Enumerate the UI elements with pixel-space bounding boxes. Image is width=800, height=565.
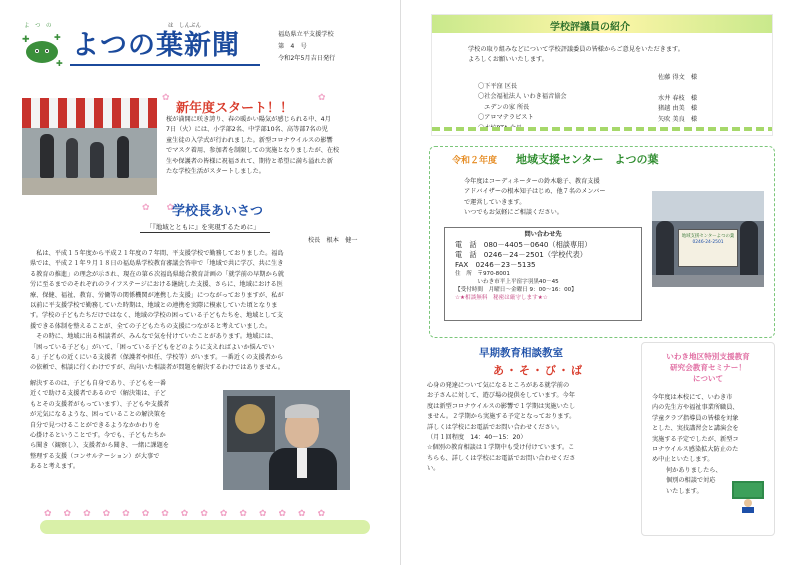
newsletter-page-right	[400, 0, 800, 565]
body-line: 近くで助ける支援者であるので（解決策は、子ど	[30, 390, 167, 398]
svg-text:✚: ✚	[56, 59, 63, 68]
body-line: 私は、平成１５年度から平成２１年度の７年間、平支援学校で勤務しておりました。福島	[30, 250, 284, 257]
svg-text:✚: ✚	[22, 35, 30, 45]
member-name: 矢吹 美良 様	[658, 115, 698, 123]
green-stripe-decoration	[432, 127, 772, 131]
early-education-heading: 早期教育相談教室	[479, 347, 563, 359]
body-line: 解決するのは、子ども自身であり、子どもを一番	[30, 380, 167, 387]
center-sign-text: 地域支援センターよつの葉	[681, 234, 735, 239]
center-heading-prefix: 令和２年度	[452, 156, 498, 166]
body-line: 個別の相談で対応	[666, 477, 716, 485]
committee-intro	[468, 45, 684, 66]
body-line: ちらも、詳しくは学校にお電話でお問い合わせくださ	[427, 454, 576, 462]
contact-line: 【受付時間 月曜日～金曜日 9：00～16：00】	[455, 287, 577, 294]
masthead-underline	[70, 64, 260, 66]
body-line: 心掛けるということです。今でも、子どもたちか	[30, 432, 166, 440]
body-line: 詳しくは学校にお電話でお問い合わせください。	[427, 423, 564, 431]
body-line: い。	[427, 465, 440, 473]
seminar-heading-line: いわき地区特別支援教育	[666, 352, 750, 361]
body-line: ら聞き（観察し）、支援者から聞き、一緒に課題を	[30, 442, 169, 450]
member-row	[478, 73, 758, 90]
pink-dots-decoration-2: ✿	[318, 93, 330, 103]
committee-box	[431, 14, 773, 136]
member-org: エデンの家 所長	[478, 103, 530, 111]
intro-line: 学校の取り組みなどについて学校評議委員の皆様からご意見をいただきます。	[468, 46, 684, 53]
contact-line: 電 話 080－4405－0640（相談専用）	[455, 240, 592, 250]
body-line: 何かありましたら、	[666, 466, 722, 474]
body-line: 今年度は本校にて、いわき市	[652, 394, 733, 401]
body-line: 労に至るまでのそれぞれのライフステージにおける継続した支援、さらに、地域における医	[30, 281, 283, 289]
committee-member-list	[478, 73, 758, 125]
member-org: 〇アロマテラピスト	[478, 114, 534, 122]
contact-line: 住 所 〒970-8001	[455, 271, 510, 278]
body-line: す。学校の子どもたちだけではなく、地域の学校の困っている子どもたちを、地域として支	[30, 312, 284, 320]
contact-title: 問い合わせ先	[524, 231, 562, 238]
early-education-body	[427, 381, 633, 475]
member-name: 水井 春枝 様	[658, 94, 698, 102]
member-row	[478, 115, 758, 125]
body-line: 内の先生方や福祉事業所職員、	[652, 404, 739, 412]
contact-box	[444, 227, 642, 321]
pink-dots-decoration-3: ✿ ✿	[142, 203, 179, 213]
seminar-box	[641, 342, 775, 536]
issue-number: 第 4 号	[278, 43, 307, 50]
body-line: もとその支援者がもっています）、子どもや支援者	[30, 400, 170, 408]
center-body	[464, 177, 606, 219]
lecture-illustration	[728, 479, 768, 513]
body-line: 療、保健、福祉、教育、労働等の関係機関が連携した支援」につながっておりますが、私が	[30, 291, 284, 299]
body-line: め中止といたします。	[652, 456, 714, 464]
clover-mascot	[18, 28, 64, 68]
body-line: アドバイザーの根本知子はじめ、他７名のメンバー	[464, 188, 606, 196]
body-line: 童生徒の入学式が行われました。新型コロナウイルスの影響	[166, 136, 333, 144]
member-name: 佐藤 得文 様	[658, 74, 698, 81]
body-line: 今年度はコーディネーターの鈴木聡子、教育支援	[464, 178, 600, 185]
body-line: 自分で見つけることができるようなかかわりを	[30, 421, 160, 429]
seminar-heading-line: について	[692, 374, 724, 383]
body-line: 整理する支援（コンサルテーション）が大事で	[30, 452, 160, 460]
masthead-ruby: は しんぶん	[168, 23, 202, 29]
seminar-heading-line: 研究会教育セミナー！	[670, 363, 746, 372]
body-line: ません。２学期から実施する予定となっております。	[427, 413, 576, 421]
principal-photo	[223, 390, 350, 490]
center-sign-phone: 0246-24-2501	[692, 240, 724, 245]
body-line: いたします。	[666, 487, 703, 495]
body-line: 実施する予定でしたが、新型コ	[652, 435, 739, 443]
body-line: あると考えます。	[30, 463, 80, 471]
member-org: 〇社会福祉法人 いわき福音協会	[478, 93, 567, 101]
support-center-box	[429, 146, 775, 338]
flower-border-decoration	[40, 520, 370, 534]
body-line: が元気になるような、困っていることの解決策を	[30, 411, 167, 419]
member-name: 猪越 由美 様	[658, 105, 698, 113]
body-line: 度は新型コロナウイルスの影響で１学期は実施いたし	[427, 402, 576, 410]
principal-heading: 学校長あいさつ	[172, 204, 264, 219]
body-line: その時に、地域に出る相談者が、みんなで気を付けていたことがあります。地域には、	[30, 333, 278, 341]
principal-body	[30, 249, 392, 374]
center-sign	[678, 229, 738, 267]
contact-line: いわき市平上平窪字羽黒40－45	[455, 279, 559, 286]
support-center-staff-photo	[652, 191, 764, 287]
body-line: 学童クラブ指導員の皆様を対象	[652, 414, 739, 422]
flower-border-icons: ✿✿✿✿✿✿✿✿✿✿✿✿✿✿✿	[44, 509, 338, 519]
contact-line: 電 話 0246－24－2501（学校代表）	[455, 250, 587, 260]
body-line: る」子どもの近くにいる支援者（保護者や担任、学校等）がいます。一番近くの支援者から	[30, 354, 284, 362]
seminar-heading	[648, 351, 768, 384]
contact-line: ☆★相談無料 秘密は厳守します★☆	[455, 295, 548, 302]
svg-text:✚: ✚	[54, 33, 61, 42]
article-new-year-heading	[176, 97, 293, 116]
body-line: いつでもお気軽にご相談ください。	[464, 209, 563, 217]
early-education-subheading: あ・そ・び・ば	[493, 364, 584, 377]
masthead-ruby-yotsu: よ つ の	[24, 23, 52, 29]
body-line: 7日（火）には、小学部2名、中学部10名、高等部7名の児	[166, 126, 328, 134]
entrance-ceremony-photo	[22, 98, 157, 195]
body-line: で運営していきます。	[464, 198, 526, 206]
pink-dots-decoration: ✿	[162, 93, 174, 103]
body-line: 心身の発達について気になるところがある就学前の	[427, 382, 570, 389]
masthead	[18, 16, 390, 78]
principal-subheading-underline	[140, 232, 270, 233]
body-line: たな学校生活がスタートしました。	[166, 168, 265, 176]
issue-date: 令和2年5月吉日発行	[278, 55, 336, 62]
body-line: の依頼で、相談に行くわけですが、出向いた相談者が問題を解決するわけではありません。	[30, 364, 284, 372]
principal-body-wrap	[30, 379, 220, 473]
article-new-year-body	[166, 115, 390, 177]
body-line: 桜が満開に咲き誇り、春の暖かい陽気が感じられる中、4月	[166, 116, 331, 123]
body-line: 県では、平成２１年９月１８日の福島県学校教育審議会答申で「地域で共に学び、共に生き	[30, 260, 284, 268]
member-org: 〇下平窪 区長	[478, 83, 518, 90]
body-line: ☆個別の教育相談は１学期中も受け付けています。こ	[427, 444, 575, 452]
center-heading: 地域支援センター よつの葉	[516, 153, 659, 166]
masthead-title: よつの葉新聞	[72, 30, 240, 61]
body-line: （月１回程度 14：40～15：20）	[427, 434, 527, 442]
committee-heading: 学校評議員の紹介	[550, 22, 630, 33]
principal-author: 校長 根本 健一	[308, 237, 358, 244]
school-name: 福島県立平支援学校	[278, 31, 334, 38]
body-line: ロナウイルス感染拡大防止のた	[652, 446, 739, 454]
new-year-heading: 新年度スタート！！	[176, 101, 294, 116]
body-line: 援できる体制を整えることが、全ての子どもたちの支援につながると考えていました。	[30, 322, 272, 330]
body-line: る教育の推進」の理念が示され、現在の第６次福島県総合教育計画の「就学前の早期から就	[30, 270, 285, 278]
contact-line: FAX 0246－23－5135	[455, 260, 536, 270]
body-line: 「困っている子ども」がいて、「困っている子どもをどのように支えればよいか悩んでい	[30, 343, 275, 351]
body-line: でマスク着用、参加者を制限しての実施となりましたが、在校	[166, 147, 340, 155]
body-line: お子さんに対して、遊び場の提供をしています。今年	[427, 392, 575, 400]
body-line: 以前に平支援学校で勤務していた時期は、地域との連携を実際に模索していた頃となりま	[30, 302, 278, 310]
intro-line: よろしくお願いいたします。	[468, 56, 548, 64]
body-line: とした、実技講習会と講演会を	[652, 425, 739, 433]
principal-subheading: 「『地域とともに』を実現するために」	[146, 223, 260, 231]
body-line: 生や保護者の皆様に祝福されて、期待と希望に満ち溢れた新	[166, 157, 333, 165]
